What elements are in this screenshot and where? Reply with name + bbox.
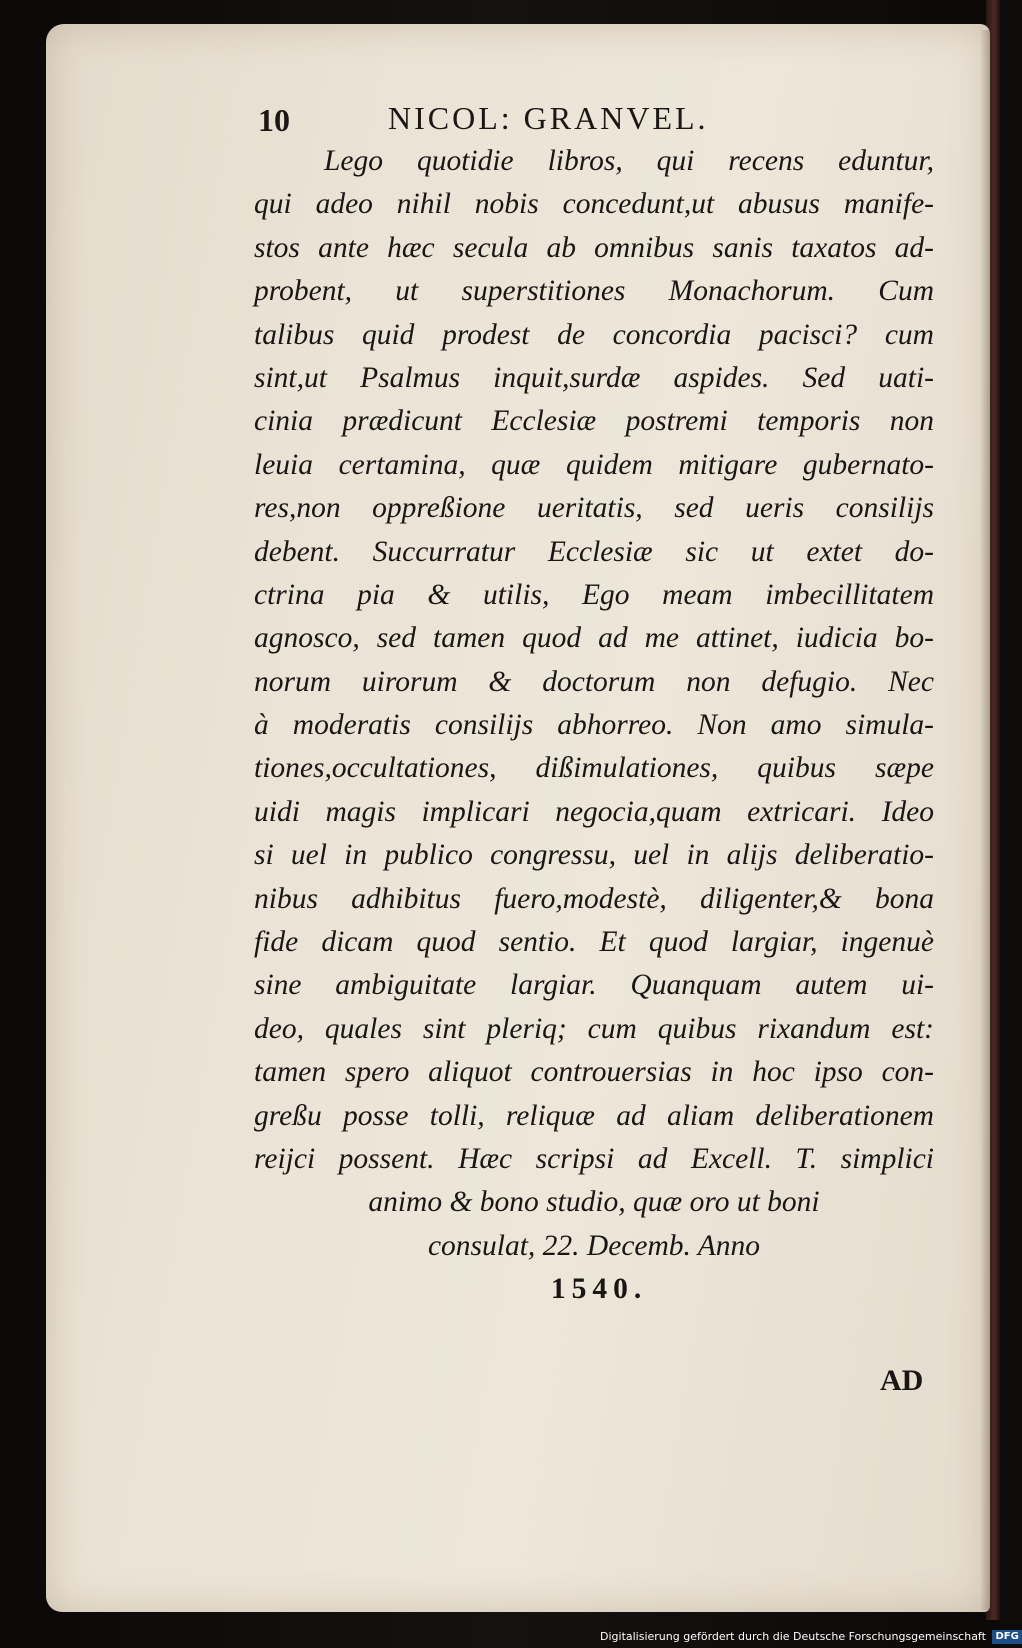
text-line: res,non oppreßione ueritatis, sed ueris consilijs xyxy=(254,492,934,525)
body-text xyxy=(254,140,944,1312)
text-line: sine ambiguitate largiar. Quanquam autem ui- xyxy=(254,969,934,1002)
text-line: cinia prædicunt Ecclesiæ postremi temporis non xyxy=(254,405,934,438)
running-title: NICOL: GRANVEL. xyxy=(388,100,709,136)
text-line: uidi magis implicari negocia,quam extricari. Ideo xyxy=(254,795,934,828)
dfg-logo: DFG xyxy=(992,1630,1021,1644)
text-line: leuia certamina, quæ quidem mitigare gubernato- xyxy=(254,448,934,481)
date-line: 1540. xyxy=(550,1273,648,1306)
text-line: à moderatis consilijs abhorreo. Non amo simula- xyxy=(254,709,934,742)
text-line: ctrina pia & utilis, Ego meam imbecillitatem xyxy=(254,578,934,611)
text-line: tiones,occultationes, dißimulationes, quibus sæpe xyxy=(254,752,934,785)
page-number: 10 xyxy=(258,102,290,138)
text-line: stos ante hæc secula ab omnibus sanis taxatos ad- xyxy=(254,231,934,264)
catchword: AD xyxy=(880,1364,924,1397)
text-line: talibus quid prodest de concordia pacisci? cum xyxy=(254,318,934,351)
text-line: agnosco, sed tamen quod ad me attinet, iudicia bo- xyxy=(254,622,934,655)
text-line: qui adeo nihil nobis concedunt,ut abusus manife- xyxy=(254,188,934,221)
text-line: si uel in publico congressu, uel in alijs deliberatio- xyxy=(254,839,934,872)
page-header xyxy=(258,100,818,144)
text-line: nibus adhibitus fuero,modestè, diligenter,& bona xyxy=(254,882,934,915)
page-gutter-shadow xyxy=(980,30,990,1610)
text-line: deo, quales sint pleriq; cum quibus rixandum est: xyxy=(254,1012,934,1045)
text-line: consulat, 22. Decemb. Anno xyxy=(427,1229,761,1262)
credit-text: Digitalisierung gefördert durch die Deutsche Forschungsgemeinschaft xyxy=(600,1630,986,1643)
text-line: fide dicam quod sentio. Et quod largiar, ingenuè xyxy=(254,926,934,959)
text-line: greßu posse tolli, reliquæ ad aliam deliberationem xyxy=(254,1099,934,1132)
text-line: probent, ut superstitiones Monachorum. Cum xyxy=(254,275,934,308)
text-line: sint,ut Psalmus inquit,surdæ aspides. Sed uati- xyxy=(254,361,934,394)
text-line: Lego quotidie libros, qui recens eduntur, xyxy=(324,145,934,177)
text-line: debent. Succurratur Ecclesiæ sic ut extet do- xyxy=(254,535,934,568)
text-line: tamen spero aliquot controuersias in hoc ipso con- xyxy=(254,1056,934,1089)
text-line: norum uirorum & doctorum non defugio. Nec xyxy=(254,665,934,698)
text-line: reijci possent. Hæc scripsi ad Excell. T. simplici xyxy=(254,1142,934,1175)
text-line: animo & bono studio, quæ oro ut boni xyxy=(368,1186,820,1219)
digitization-credit xyxy=(600,1629,1019,1645)
